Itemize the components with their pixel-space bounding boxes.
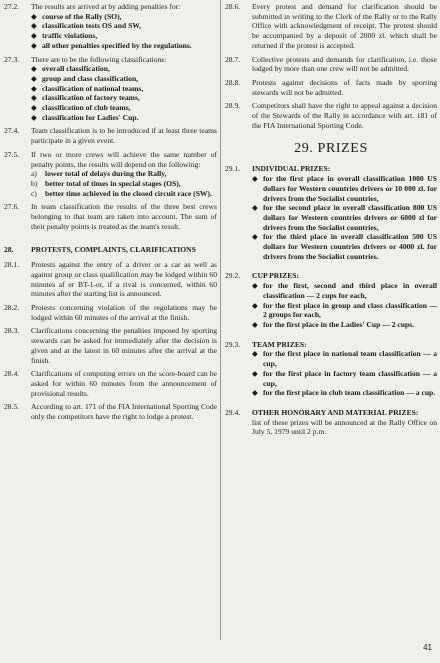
paragraph-number: 27.2. — [4, 2, 20, 11]
subsection-title: CUP PRIZES: — [252, 271, 300, 281]
paragraph-number: 27.3. — [4, 54, 20, 64]
paragraph-text: Competitors shall have the right to appeal against a decision of the Stewards of the Rally in accordance with art. 181 of the FIA International Sporting Code. — [252, 101, 437, 130]
list-item: ◆ classification of factory teams, — [31, 93, 140, 103]
list-item: ◆ classification of club teams, — [31, 103, 131, 113]
list-item: ◆ for the first place in national team classification — a cup, — [252, 349, 437, 369]
classification-list — [31, 64, 217, 122]
paragraph-27-5 — [4, 150, 217, 199]
paragraph-number: 28.7. — [225, 54, 241, 64]
section-heading-29: 29. PRIZES — [294, 141, 368, 157]
paragraph-27-6 — [4, 202, 217, 231]
paragraph-number: 27.6. — [4, 202, 20, 212]
list-item: a) lower total of delays during the Rally, — [31, 169, 167, 179]
paragraph-intro: If two or more crews will achieve the same number of penalty points, the results will depend on the following: — [31, 149, 217, 169]
penalty-list — [31, 12, 217, 51]
paragraph-text: Clarifications of computing errors on the score-board can be asked for within 60 minutes from the announcement of provisional results. — [31, 369, 217, 398]
paragraph-text: list of these prizes will be announced at the Rally Office on July 5, 1979 until 2 p.m. — [252, 417, 437, 437]
page-number: 41 — [423, 643, 432, 652]
column-divider — [220, 0, 221, 640]
diamond-bullet-icon: ◆ — [31, 73, 37, 83]
paragraph-28-6 — [225, 2, 437, 51]
prize-list — [252, 349, 437, 398]
diamond-bullet-icon: ◆ — [252, 203, 258, 213]
left-column — [4, 2, 217, 426]
list-item: ◆ classification of national teams, — [31, 83, 144, 93]
paragraph-text: In team classification the results of the three best crews belonging to that team are taken into account. The sum of their penalty points is treated as the team's result. — [31, 202, 217, 231]
list-item: ◆ group and class classification, — [31, 73, 139, 83]
right-column — [225, 2, 437, 441]
paragraph-27-3 — [4, 55, 217, 123]
paragraph-number: 27.5. — [4, 149, 20, 159]
paragraph-text: Every protest and demand for clarification should be submitted in writing to the Clerk of the Rally or to the Rally Office with acknowledgment of receipt. The protest should be accompanied by a deposit of 2000 zl. which shall be returned if the protest is accepted. — [252, 2, 437, 50]
diamond-bullet-icon: ◆ — [31, 83, 37, 93]
paragraph-28-8 — [225, 78, 437, 97]
paragraph-29-1 — [225, 164, 437, 261]
paragraph-number: 27.4. — [4, 126, 20, 136]
list-item: c) better time achieved in the closed circuit race (SW). — [31, 188, 212, 198]
paragraph-27-4 — [4, 126, 217, 145]
list-item: ◆ classification tests OS and SW, — [31, 21, 142, 31]
list-item: ◆ traffic violations, — [31, 31, 98, 41]
paragraph-number: 28.3. — [4, 326, 20, 336]
subsection-title: OTHER HONORARY AND MATERIAL PRIZES: — [252, 407, 419, 417]
diamond-bullet-icon: ◆ — [252, 368, 258, 378]
diamond-bullet-icon: ◆ — [252, 232, 258, 242]
diamond-bullet-icon: ◆ — [252, 349, 258, 359]
paragraph-text: Collective protests and demands for clarification, i.e. those lodged by more than one crew will not be admitted. — [252, 54, 437, 74]
section-title: PROTESTS, COMPLAINTS, CLARIFICATIONS — [31, 245, 196, 255]
paragraph-intro: There are to be the following classifications: — [31, 54, 167, 64]
paragraph-number: 28.2. — [4, 302, 20, 312]
paragraph-28-4 — [4, 369, 217, 398]
prize-list — [252, 281, 437, 330]
list-item: ◆ for the first place in the Ladies' Cup — 2 cups. — [252, 319, 415, 329]
paragraph-text: Clarifications concerning the penalties imposed by sporting stewards can be asked for immediately after the decision is given and at the latest in 60 minutes after the arrival at the finish. — [31, 326, 217, 365]
diamond-bullet-icon: ◆ — [252, 319, 258, 329]
subsection-title: TEAM PRIZES: — [252, 339, 307, 349]
diamond-bullet-icon: ◆ — [252, 300, 258, 310]
paragraph-29-4 — [225, 408, 437, 437]
paragraph-number: 28.6. — [225, 2, 241, 11]
diamond-bullet-icon: ◆ — [31, 103, 37, 113]
paragraph-text: Protests concerning violation of the regulations may be lodged within 60 minutes of the arrival at the finish. — [31, 302, 217, 322]
list-item: ◆ for the third place in overall classification 500 US dollars for Western countries drivers or 4000 zl. for drivers from the Socialist countries. — [252, 232, 437, 261]
paragraph-28-7 — [225, 55, 437, 74]
list-item: ◆ all other penalties specified by the regulations. — [31, 40, 192, 50]
diamond-bullet-icon: ◆ — [31, 31, 37, 41]
section-heading-28: 28. PROTESTS, COMPLAINTS, CLARIFICATIONS — [4, 245, 196, 255]
paragraph-text: Protests against decisions of facts made by sporting stewards will not be admitted. — [252, 77, 437, 97]
paragraph-number: 28.8. — [225, 77, 241, 87]
diamond-bullet-icon: ◆ — [252, 281, 258, 291]
list-item: ◆ overall classification, — [31, 64, 110, 74]
diamond-bullet-icon: ◆ — [31, 93, 37, 103]
list-item: ◆ for the first, second and third place in overall classification — 2 cups for each, — [252, 281, 437, 300]
subsection-title: INDIVIDUAL PRIZES: — [252, 164, 331, 174]
paragraph-number: 29.2. — [225, 271, 241, 281]
list-item: ◆ for the first place in group and class classification — 2 groups for each, — [252, 300, 437, 320]
paragraph-text: Team classification is to be introduced if at least three teams participate in a given event. — [31, 126, 217, 146]
paragraph-number: 28.1. — [4, 260, 20, 270]
diamond-bullet-icon: ◆ — [31, 112, 37, 122]
list-item: ◆ for the first place in club team classification — a cup. — [252, 388, 436, 398]
list-item: ◆ classification for Ladies' Cup. — [31, 112, 139, 122]
paragraph-29-2 — [225, 271, 437, 329]
diamond-bullet-icon: ◆ — [31, 40, 37, 50]
paragraph-28-9 — [225, 101, 437, 130]
paragraph-28-2 — [4, 303, 217, 322]
diamond-bullet-icon: ◆ — [31, 64, 37, 74]
diamond-bullet-icon: ◆ — [31, 21, 37, 31]
list-item: b) better total of times in special stages (OS), — [31, 178, 181, 188]
paragraph-28-3 — [4, 326, 217, 365]
list-item: ◆ for the first place in overall classification 1000 US dollars for Western countries drivers or 10 000 zl. for drivers from the Socialist countries, — [252, 174, 437, 203]
list-item: ◆ course of the Rally (SO), — [31, 11, 122, 21]
diamond-bullet-icon: ◆ — [31, 11, 37, 21]
list-item: ◆ for the first place in factory team classification — a cup, — [252, 368, 437, 388]
paragraph-text: Protests against the entry of a driver or a car as well as against group or class qualification may be lodged within 60 minutes af er BT-1-or, if a rival is concerned, within 60 minutes after the starting list is announced. — [31, 260, 217, 299]
paragraph-intro: The results are arrived at by adding penalties for: — [31, 2, 181, 11]
paragraph-27-2 — [4, 2, 217, 51]
paragraph-text: According to art. 171 of the FIA International Sporting Code only the competitors have the right to lodge a protest. — [31, 402, 217, 422]
paragraph-number: 29.1. — [225, 164, 241, 174]
diamond-bullet-icon: ◆ — [252, 388, 258, 398]
paragraph-28-1 — [4, 260, 217, 299]
paragraph-number: 28.5. — [4, 402, 20, 412]
prize-list — [252, 174, 437, 261]
paragraph-number: 28.4. — [4, 369, 20, 379]
paragraph-29-3 — [225, 340, 437, 398]
diamond-bullet-icon: ◆ — [252, 174, 258, 184]
paragraph-28-5 — [4, 402, 217, 421]
paragraph-number: 29.4. — [225, 407, 241, 417]
paragraph-number: 28.9. — [225, 101, 241, 111]
paragraph-number: 29.3. — [225, 339, 241, 349]
list-item: ◆ for the second place in overall classification 800 US dollars for Western countries drivers or 6000 zl for drivers from the Socialist countries, — [252, 203, 437, 232]
